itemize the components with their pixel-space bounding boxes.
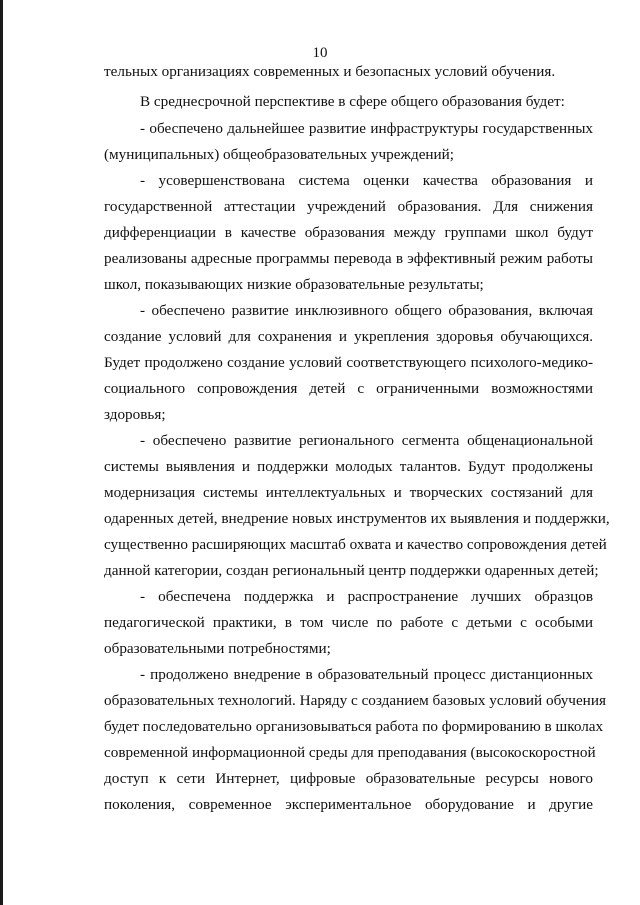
text-line: современной информационной среды для преподавания (высокоскоростной	[104, 744, 596, 761]
list-item-line: - обеспечено дальнейшее развитие инфраструктуры государственных	[140, 120, 593, 137]
text-line: образовательными потребностями;	[104, 640, 331, 657]
text-line: тельных организациях современных и безопасных условий обучения.	[104, 63, 556, 80]
text-line: реализованы адресные программы перевода в эффективный режим работы	[104, 250, 593, 267]
text-line: (муниципальных) общеобразовательных учреждений;	[104, 146, 455, 163]
scan-left-edge	[0, 0, 3, 905]
text-line: школ, показывающих низкие образовательные результаты;	[104, 276, 484, 293]
text-line: существенно расширяющих масштаб охвата и качество сопровождения детей	[104, 536, 607, 553]
text-line: системы выявления и поддержки молодых талантов. Будут продолжены	[104, 458, 593, 475]
page-number: 10	[312, 45, 328, 61]
text-line: модернизация системы интеллектуальных и творческих состязаний для	[104, 484, 593, 501]
list-item-line: - обеспечено развитие инклюзивного общего образования, включая	[140, 302, 593, 319]
list-item-line: - продолжено внедрение в образовательный процесс дистанционных	[140, 666, 593, 683]
list-item-line: - усовершенствована система оценки качества образования и	[140, 172, 593, 189]
list-item-line: - обеспечена поддержка и распространение лучших образцов	[140, 588, 593, 605]
text-line: Будет продолжено создание условий соответствующего психолого-медико-	[104, 354, 593, 371]
text-line: государственной аттестации учреждений образования. Для снижения	[104, 198, 593, 215]
text-line: одаренных детей, внедрение новых инструментов их выявления и поддержки,	[104, 510, 610, 527]
text-line: образовательных технологий. Наряду с созданием базовых условий обучения	[104, 692, 606, 709]
text-line: педагогической практики, в том числе по работе с детьми с особыми	[104, 614, 593, 631]
text-line: создание условий для сохранения и укрепления здоровья обучающихся.	[104, 328, 593, 345]
text-line: поколения, современное экспериментальное оборудование и другие	[104, 796, 593, 813]
text-line: социального сопровождения детей с ограниченными возможностями	[104, 380, 593, 397]
text-line: дифференциации в качестве образования между группами школ будут	[104, 224, 593, 241]
text-line: будет последовательно организовываться работа по формированию в школах	[104, 718, 604, 735]
paragraph-intro: В среднесрочной перспективе в сфере общего образования будет:	[140, 93, 565, 110]
list-item-line: - обеспечено развитие регионального сегмента общенациональной	[140, 432, 593, 449]
text-line: данной категории, создан региональный центр поддержки одаренных детей;	[104, 562, 599, 579]
text-line: доступ к сети Интернет, цифровые образовательные ресурсы нового	[104, 770, 593, 787]
text-line: здоровья;	[104, 406, 166, 423]
